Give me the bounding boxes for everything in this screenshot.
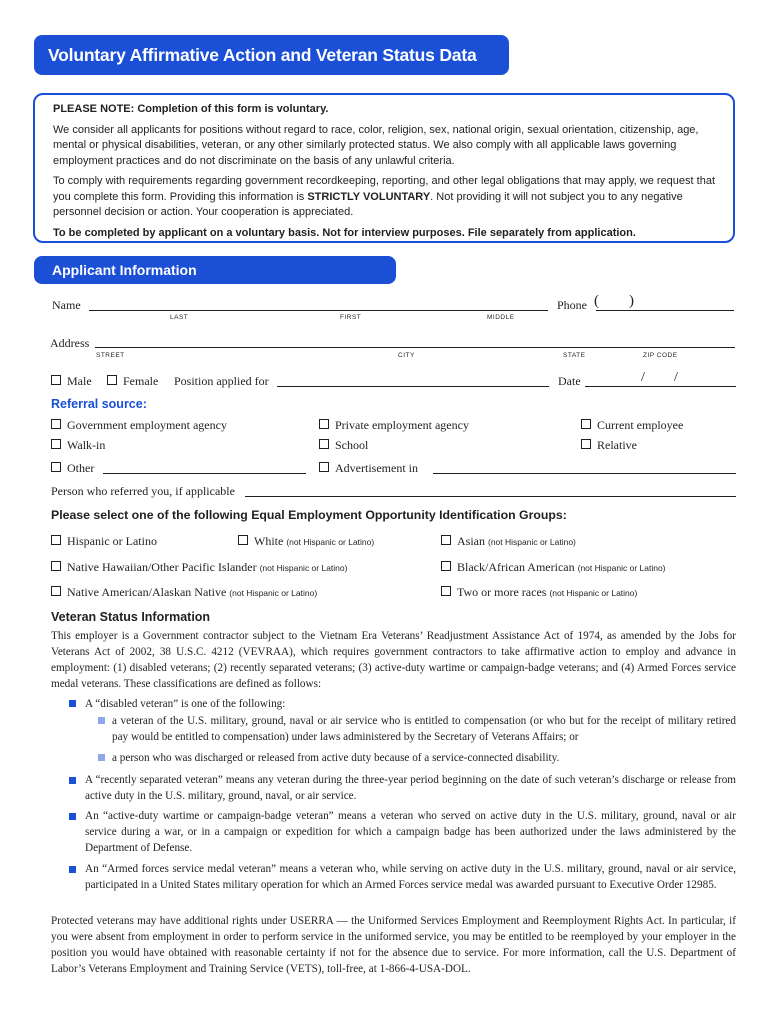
bullet-square-icon (69, 777, 76, 784)
male-option[interactable]: Male (51, 374, 92, 389)
referral-other-field[interactable] (103, 473, 306, 474)
form-title: Voluntary Affirmative Action and Veteran Status Data (34, 35, 509, 75)
referral-private-agency[interactable]: Private employment agency (319, 418, 469, 433)
female-option[interactable]: Female (107, 374, 158, 389)
position-label: Position applied for (174, 374, 269, 388)
address-city-caption: CITY (398, 352, 415, 359)
referral-other[interactable]: Other (51, 461, 94, 476)
phone-field[interactable] (596, 310, 734, 311)
checkbox[interactable] (51, 586, 61, 596)
referrer-field[interactable] (245, 496, 736, 497)
eeo-white[interactable]: White (not Hispanic or Latino) (238, 534, 374, 549)
phone-close-paren: ) (629, 293, 634, 309)
eeo-hispanic-latino[interactable]: Hispanic or Latino (51, 534, 157, 549)
sub-bullet-square-icon (98, 717, 105, 724)
date-separator-1: / (641, 370, 645, 385)
checkbox[interactable] (581, 419, 591, 429)
veteran-bullet-active-duty: An “active-duty wartime or campaign-badge veteran” means a veteran who served on active duty in the U.S. military, ground, naval or air service during a war, or in a campaign or expedition for which a campaign badge has been authorized under the laws administered by the Department of Defense. (85, 810, 736, 854)
name-label: Name (52, 298, 81, 312)
date-field[interactable] (585, 386, 736, 387)
eeo-native-hawaiian[interactable]: Native Hawaiian/Other Pacific Islander (not Hispanic or Latino) (51, 560, 347, 575)
referral-school[interactable]: School (319, 438, 368, 453)
checkbox[interactable] (51, 439, 61, 449)
address-label: Address (50, 336, 90, 350)
date-label: Date (558, 374, 581, 388)
bullet-square-icon (69, 813, 76, 820)
date-separator-2: / (674, 370, 678, 385)
address-zip-caption: ZIP CODE (643, 352, 678, 359)
checkbox[interactable] (51, 535, 61, 545)
voluntary-notice (33, 93, 735, 243)
eeo-two-or-more-races[interactable]: Two or more races (not Hispanic or Latino) (441, 585, 637, 600)
notice-heading: PLEASE NOTE: Completion of this form is voluntary. (53, 103, 329, 115)
eeo-heading: Please select one of the following Equal Employment Opportunity Identification Groups: (51, 508, 567, 522)
veteran-sub-bullet-compensation: a veteran of the U.S. military, ground, naval or air service who is entitled to compensation (or who but for the receipt of military retired pay would be entitled to compensation) under laws administered by the Secretary of Veterans Affairs; or (112, 715, 736, 743)
name-middle-caption: MIDDLE (487, 314, 515, 321)
veteran-intro: This employer is a Government contractor subject to the Vietnam Era Veterans’ Readjustment Assistance Act of 1974, as amended by the Jobs for Veterans Act of 2002, 38 U.S.C. 4212 (VEVRAA), which requires government contractors to take affirmative action to employ and advance in employment: (1) disabled veterans; (2) recently separated veterans; (3) active-duty wartime or campaign-badge veterans; and (4) Armed Forces service medal veterans. These classifications are defined as follows: (51, 630, 736, 690)
address-state-caption: STATE (563, 352, 586, 359)
checkbox[interactable] (319, 419, 329, 429)
female-checkbox[interactable] (107, 375, 117, 385)
position-field[interactable] (277, 386, 549, 387)
eeo-native-american[interactable]: Native American/Alaskan Native (not Hispanic or Latino) (51, 585, 317, 600)
checkbox[interactable] (51, 561, 61, 571)
notice-paragraph-1: We consider all applicants for positions without regard to race, color, religion, sex, national origin, sexual orientation, citizenship, age, mental or physical disabilities, veteran, or any other similarly protected status. We also comply with all applicable laws governing employment practices and do not discriminate on the basis of any unlawful criteria. (53, 123, 699, 167)
bullet-square-icon (69, 866, 76, 873)
referral-government-agency[interactable]: Government employment agency (51, 418, 227, 433)
referral-relative[interactable]: Relative (581, 438, 637, 453)
address-street-caption: STREET (96, 352, 125, 359)
name-first-caption: FIRST (340, 314, 362, 321)
veteran-sub-bullet-discharged: a person who was discharged or released from active duty because of a service-connected disability. (112, 752, 560, 764)
notice-footer: To be completed by applicant on a voluntary basis. Not for interview purposes. File separately from application. (53, 226, 636, 239)
phone-label: Phone (557, 298, 587, 312)
referral-advertisement-field[interactable] (433, 473, 736, 474)
bullet-square-icon (69, 700, 76, 707)
veteran-bullet-service-medal: An “Armed forces service medal veteran” means a veteran who, while serving on active duty in the U.S. military, ground, naval or air service, participated in a United States military operation for which an Armed Forces service medal was awarded pursuant to Executive Order 12985. (85, 863, 736, 891)
veteran-heading: Veteran Status Information (51, 610, 211, 624)
referral-walk-in[interactable]: Walk-in (51, 438, 105, 453)
address-field[interactable] (95, 347, 735, 348)
referrer-label: Person who referred you, if applicable (51, 484, 235, 498)
checkbox[interactable] (581, 439, 591, 449)
veteran-bullet-recently-separated: A “recently separated veteran” means any veteran during the three-year period beginning on the date of such veteran’s discharge or release from active duty in the U.S. military, ground, naval, or air service. (85, 774, 736, 802)
referral-current-employee[interactable]: Current employee (581, 418, 683, 433)
male-checkbox[interactable] (51, 375, 61, 385)
checkbox[interactable] (238, 535, 248, 545)
checkbox[interactable] (441, 561, 451, 571)
checkbox[interactable] (51, 462, 61, 472)
notice-paragraph-2: To comply with requirements regarding government recordkeeping, reporting, and other legal obligations that may apply, we request that you complete this form. Providing this information is STRICTLY VOLUNTARY. Not providing it will not subject you to any negative personnel decision or action. Your cooperation is appreciated. (53, 175, 715, 218)
veteran-bullet-disabled: A “disabled veteran” is one of the following: (85, 698, 286, 710)
checkbox[interactable] (441, 535, 451, 545)
applicant-section-title: Applicant Information (34, 256, 396, 284)
checkbox[interactable] (319, 439, 329, 449)
name-last-caption: LAST (170, 314, 189, 321)
name-field[interactable] (89, 310, 548, 311)
checkbox[interactable] (51, 419, 61, 429)
phone-open-paren: ( (594, 293, 599, 309)
sub-bullet-square-icon (98, 754, 105, 761)
checkbox[interactable] (441, 586, 451, 596)
eeo-asian[interactable]: Asian (not Hispanic or Latino) (441, 534, 576, 549)
referral-advertisement[interactable]: Advertisement in (319, 461, 418, 476)
eeo-black-african-american[interactable]: Black/African American (not Hispanic or Latino) (441, 560, 666, 575)
referral-heading: Referral source: (51, 397, 147, 411)
checkbox[interactable] (319, 462, 329, 472)
veteran-closing: Protected veterans may have additional rights under USERRA — the Uniformed Services Employment and Reemployment Rights Act. In particular, if you were absent from employment in order to perform service in the uniformed service, you may be entitled to be reemployed by your employer in the position you would have obtained with reasonable certainty if not for the absence due to service. For more information, call the U.S. Department of Labor’s Veterans Employment and Training Service (VETS), toll-free, at 1-866-4-USA-DOL. (51, 915, 736, 975)
